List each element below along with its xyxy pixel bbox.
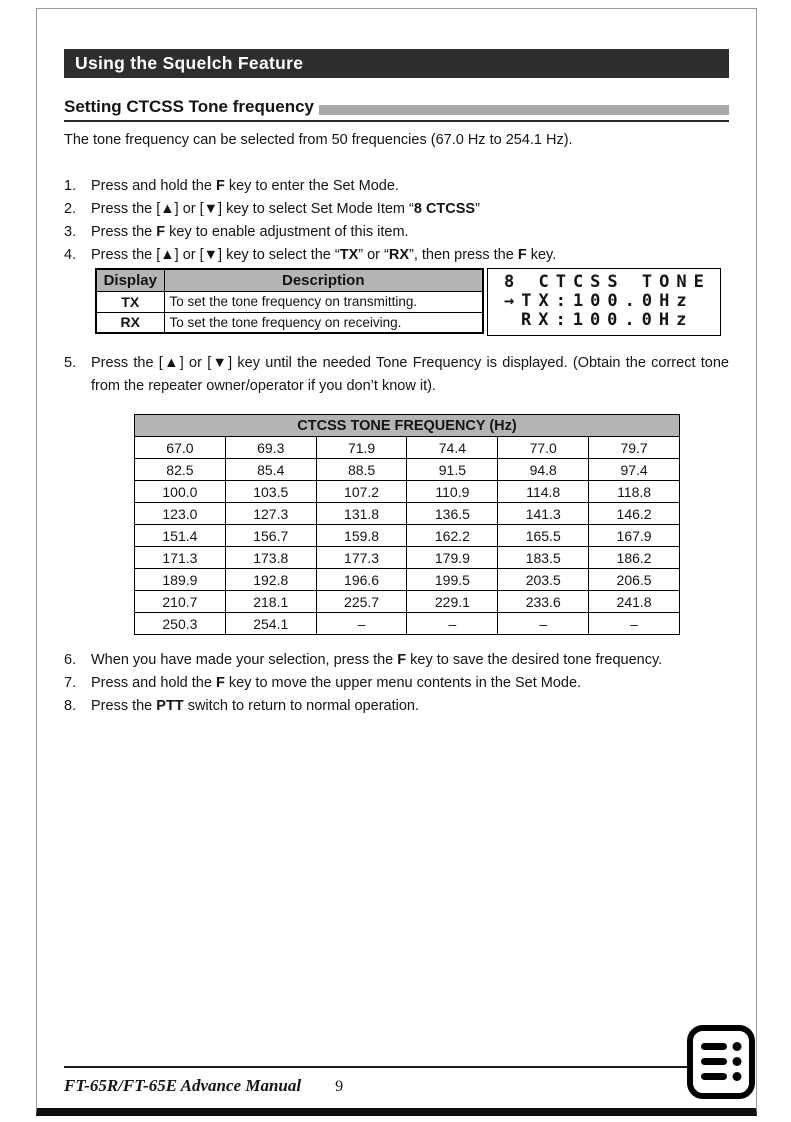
step-4-number: 4.: [64, 247, 77, 263]
freq-table-cell: 141.3: [498, 503, 589, 525]
freq-table-cell: 79.7: [589, 437, 680, 459]
page-number: 9: [335, 1078, 344, 1095]
page-footer: [64, 1066, 729, 1096]
freq-table-cell: 156.7: [225, 525, 316, 547]
freq-table-cell: 151.4: [135, 525, 226, 547]
freq-table-cell: 94.8: [498, 459, 589, 481]
step-1-text: [91, 175, 729, 198]
text-segment: Press the: [91, 224, 157, 240]
freq-table-cell: 210.7: [135, 591, 226, 613]
freq-table-row: [135, 503, 680, 525]
page-frame: [36, 8, 757, 1116]
text-segment: key to enter the Set Mode.: [224, 178, 399, 194]
step-2-text: [91, 198, 729, 221]
freq-table-cell: 107.2: [316, 481, 407, 503]
freq-table-cell: 203.5: [498, 569, 589, 591]
freq-table-cell: –: [407, 613, 498, 635]
freq-table-cell: 100.0: [135, 481, 226, 503]
freq-table-cell: 67.0: [135, 437, 226, 459]
step-4: [64, 244, 729, 267]
menu-list-icon: [686, 1024, 756, 1100]
freq-table-title-row: [135, 415, 680, 437]
freq-table-cell: 179.9: [407, 547, 498, 569]
text-segment: When you have made your selection, press the: [91, 652, 398, 668]
freq-table-cell: 229.1: [407, 591, 498, 613]
display-table-desc-tx: To set the tone frequency on transmitting.: [164, 291, 483, 312]
freq-table-cell: 241.8: [589, 591, 680, 613]
intro-paragraph: The tone frequency can be selected from 50 frequencies (67.0 Hz to 254.1 Hz).: [64, 132, 573, 148]
freq-table-cell: 97.4: [589, 459, 680, 481]
text-segment: F: [215, 675, 225, 691]
step-7-text: [91, 672, 729, 695]
freq-table-cell: 233.6: [498, 591, 589, 613]
text-segment: Press the: [91, 698, 157, 714]
lcd-line-menu-item: 8 CTCSS TONE: [504, 272, 711, 292]
freq-table-cell: 146.2: [589, 503, 680, 525]
freq-table-cell: 127.3: [225, 503, 316, 525]
display-table-desc-rx: To set the tone frequency on receiving.: [164, 312, 483, 333]
ctcss-frequency-table: [134, 414, 680, 635]
lcd-line-tx-frequency: →TX:100.0Hz: [504, 291, 694, 311]
lcd-display: [487, 268, 721, 336]
text-segment: TX: [339, 247, 359, 263]
text-segment: key.: [526, 247, 557, 263]
freq-table-cell: 173.8: [225, 547, 316, 569]
text-segment: Press the [▲] or [▼] key to select the “: [91, 247, 340, 263]
step-2: [64, 198, 729, 221]
step-5-text: [91, 352, 729, 398]
display-table-row-rx: [96, 312, 483, 333]
freq-table-cell: 114.8: [498, 481, 589, 503]
step-8: [64, 695, 729, 718]
freq-table-cell: 189.9: [135, 569, 226, 591]
text-segment: PTT: [156, 698, 184, 714]
text-segment: key to move the upper menu contents in the Set Mode.: [224, 675, 582, 691]
freq-table-cell: 167.9: [589, 525, 680, 547]
text-segment: ”, then press the: [409, 247, 518, 263]
freq-table-row: [135, 613, 680, 635]
step-5-number: 5.: [64, 355, 77, 371]
heading-decoration-bar: [319, 105, 729, 115]
freq-table-row: [135, 569, 680, 591]
display-description-table: [95, 268, 484, 334]
display-table-row-tx: [96, 291, 483, 312]
freq-table-cell: 123.0: [135, 503, 226, 525]
freq-table-cell: 250.3: [135, 613, 226, 635]
step-8-text: [91, 695, 729, 718]
section-heading: [64, 97, 729, 122]
text-segment: F: [517, 247, 527, 263]
freq-table-cell: 254.1: [225, 613, 316, 635]
chapter-banner: [64, 49, 729, 78]
freq-table-cell: 183.5: [498, 547, 589, 569]
display-table-key-rx: RX: [96, 312, 164, 333]
step-8-number: 8.: [64, 698, 77, 714]
freq-table-cell: 192.8: [225, 569, 316, 591]
text-segment: ” or “: [358, 247, 389, 263]
text-segment: Press and hold the: [91, 178, 216, 194]
freq-table-cell: 165.5: [498, 525, 589, 547]
freq-table-title: CTCSS TONE FREQUENCY (Hz): [135, 415, 680, 437]
freq-table-cell: 82.5: [135, 459, 226, 481]
display-table-and-lcd: [95, 268, 721, 336]
freq-table-cell: 131.8: [316, 503, 407, 525]
page-content: [37, 9, 756, 1108]
freq-table-cell: 88.5: [316, 459, 407, 481]
freq-table-cell: 85.4: [225, 459, 316, 481]
text-segment: F: [215, 178, 225, 194]
freq-table-cell: 136.5: [407, 503, 498, 525]
step-3: [64, 221, 729, 244]
freq-table-cell: 69.3: [225, 437, 316, 459]
text-segment: Press the [▲] or [▼] key to select Set Mode Item “: [91, 201, 414, 217]
freq-table-cell: 77.0: [498, 437, 589, 459]
freq-table-cell: 91.5: [407, 459, 498, 481]
text-segment: Press the [▲] or [▼] key until the needed Tone Frequency is displayed. (Obtain the correct tone from the repeater owner/operator if you don’t know it).: [91, 355, 729, 394]
step-6-number: 6.: [64, 652, 77, 668]
step-4-text: [91, 244, 729, 267]
freq-table-cell: –: [316, 613, 407, 635]
display-table-header-display: Display: [96, 269, 164, 291]
freq-table-cell: 199.5: [407, 569, 498, 591]
section-title: Setting CTCSS Tone frequency: [64, 97, 314, 116]
freq-table-row: [135, 547, 680, 569]
freq-table-row: [135, 591, 680, 613]
freq-table-cell: 159.8: [316, 525, 407, 547]
step-1: [64, 175, 729, 198]
text-segment: RX: [388, 247, 410, 263]
freq-table-body: [135, 437, 680, 635]
display-table-key-tx: TX: [96, 291, 164, 312]
freq-table-cell: 110.9: [407, 481, 498, 503]
freq-table-cell: 74.4: [407, 437, 498, 459]
step-1-number: 1.: [64, 178, 77, 194]
text-segment: ”: [475, 201, 480, 217]
freq-table-cell: 71.9: [316, 437, 407, 459]
text-segment: F: [397, 652, 407, 668]
text-segment: key to enable adjustment of this item.: [165, 224, 409, 240]
step-7-number: 7.: [64, 675, 77, 691]
step-2-number: 2.: [64, 201, 77, 217]
display-table-header-description: Description: [164, 269, 483, 291]
step-7: [64, 672, 729, 695]
text-segment: switch to return to normal operation.: [183, 698, 420, 714]
step-6: [64, 649, 729, 672]
freq-table-cell: –: [589, 613, 680, 635]
display-table-header-row: [96, 269, 483, 291]
step-6-text: [91, 649, 729, 672]
freq-table-cell: 118.8: [589, 481, 680, 503]
freq-table-row: [135, 481, 680, 503]
freq-table-cell: 162.2: [407, 525, 498, 547]
text-segment: key to save the desired tone frequency.: [406, 652, 663, 668]
freq-table-cell: 218.1: [225, 591, 316, 613]
freq-table-row: [135, 437, 680, 459]
lcd-line-rx-frequency: RX:100.0Hz: [521, 310, 694, 330]
freq-table-cell: –: [498, 613, 589, 635]
step-5: [64, 352, 729, 398]
step-3-number: 3.: [64, 224, 77, 240]
manual-title: FT-65R/FT-65E Advance Manual: [64, 1076, 302, 1095]
freq-table-cell: 171.3: [135, 547, 226, 569]
instruction-steps: [64, 175, 729, 718]
text-segment: 8 CTCSS: [413, 201, 476, 217]
chapter-banner-title: Using the Squelch Feature: [75, 53, 304, 73]
freq-table-row: [135, 459, 680, 481]
freq-table-cell: 225.7: [316, 591, 407, 613]
freq-table-cell: 206.5: [589, 569, 680, 591]
freq-table-cell: 186.2: [589, 547, 680, 569]
freq-table-cell: 177.3: [316, 547, 407, 569]
freq-table-cell: 103.5: [225, 481, 316, 503]
freq-table-cell: 196.6: [316, 569, 407, 591]
text-segment: Press and hold the: [91, 675, 216, 691]
step-3-text: [91, 221, 729, 244]
freq-table-row: [135, 525, 680, 547]
text-segment: F: [156, 224, 166, 240]
